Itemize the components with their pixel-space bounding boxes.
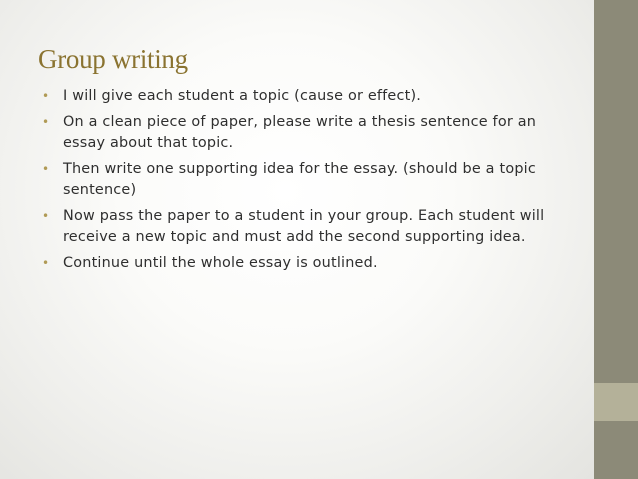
slide-side-bottom-block bbox=[594, 421, 638, 479]
bullet-dot-icon: • bbox=[42, 255, 50, 270]
bullet-text: Now pass the paper to a student in your group. Each student will receive a new topic and must add the second supporting idea. bbox=[63, 207, 545, 245]
bullet-text: Continue until the whole essay is outlined. bbox=[63, 254, 378, 271]
bullet-dot-icon: • bbox=[42, 161, 50, 176]
bullet-item bbox=[42, 112, 552, 155]
bullet-item bbox=[42, 253, 552, 275]
bullet-text: I will give each student a topic (cause or effect). bbox=[63, 88, 422, 104]
bullet-list bbox=[42, 86, 552, 278]
slide-side-accent-block bbox=[594, 383, 638, 421]
bullet-item bbox=[42, 206, 552, 249]
bullet-dot-icon: • bbox=[42, 89, 50, 103]
bullet-dot-icon: • bbox=[42, 114, 50, 129]
bullet-text: Then write one supporting idea for the essay. (should be a topic sentence) bbox=[63, 160, 536, 198]
bullet-dot-icon: • bbox=[42, 208, 50, 223]
bullet-text: On a clean piece of paper, please write a thesis sentence for an essay about that topic. bbox=[63, 113, 537, 151]
slide-title: Group writing bbox=[38, 44, 188, 74]
bullet-item bbox=[42, 159, 552, 202]
bullet-item bbox=[42, 86, 552, 108]
